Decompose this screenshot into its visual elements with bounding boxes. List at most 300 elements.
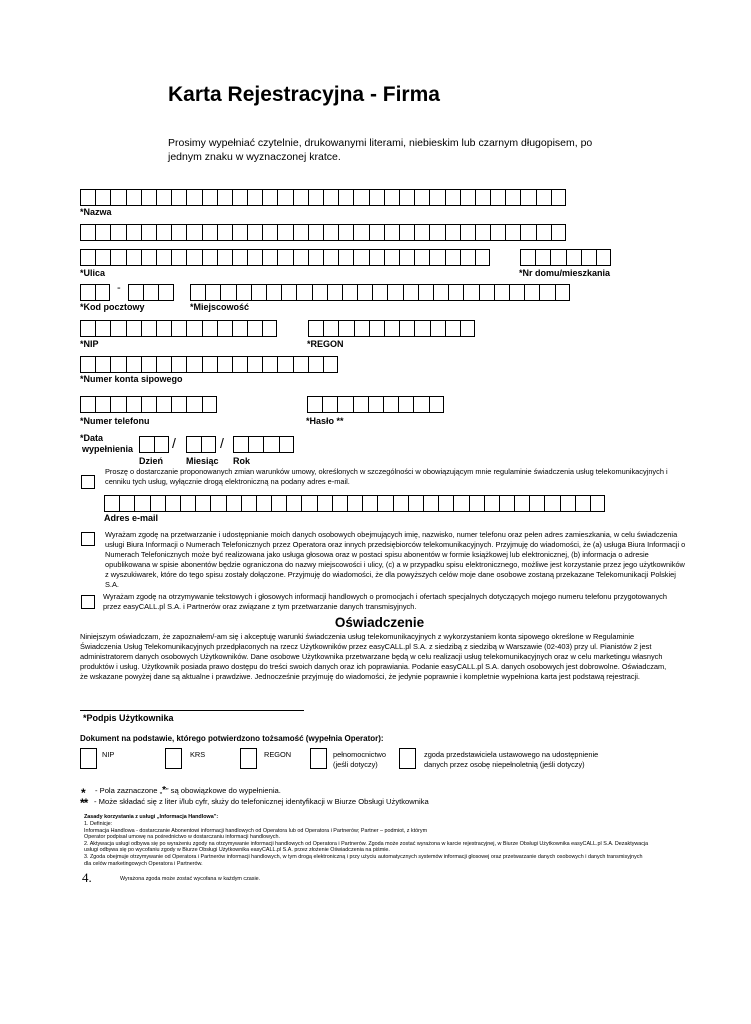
email-label: Adres e-mail xyxy=(104,513,159,523)
char-box[interactable] xyxy=(266,284,281,301)
char-box[interactable] xyxy=(232,249,247,266)
char-box[interactable] xyxy=(581,249,596,266)
char-box[interactable] xyxy=(369,189,384,206)
char-box[interactable] xyxy=(110,356,125,373)
char-box[interactable] xyxy=(241,495,256,512)
char-box[interactable] xyxy=(296,284,311,301)
char-box[interactable] xyxy=(529,495,544,512)
char-box[interactable] xyxy=(307,396,322,413)
char-box[interactable] xyxy=(460,224,475,241)
char-box[interactable] xyxy=(323,356,338,373)
consent-personal-data-text: Wyrażam zgodę na przetwarzanie i udostępnianie moich danych osobowych obejmujących imię, nazwisko, numer telefonu oraz pełen adres zamieszkania, w celu świadczenia usługi Biura Informacji o Numerach Telefonicznych przez Operatora oraz innych przedsiębiorców telekomunikacyjnych. Przyjmuję do wiadomości, że (a) usługa Biura Informacji o Numerach Telefonicznych może być realizowana jako usługa głosowa oraz w postaci spisu abonentów w formie książkowej lub elektronicznej, (b) informacja o adresie opublikowana w spisie abonentów będzie ograniczona do nazwy miejscowości i ulicy, (c) a w przypadku spisu elektronicznego, możliwe jest korzystanie przez jego użytkowników z wyszukiwarek, które do tego spisu zostały dołączone. Przyjmuję do wiadomości, że dla powyższych celów moje dane osobowe zostaną przekazane Telekomunikacji Polskiej S.A. xyxy=(105,530,686,589)
char-box[interactable] xyxy=(110,249,125,266)
char-box[interactable] xyxy=(342,284,357,301)
char-box[interactable] xyxy=(256,495,271,512)
nazwa-boxes-row-2[interactable] xyxy=(80,224,566,241)
char-box[interactable] xyxy=(154,436,169,453)
char-box[interactable] xyxy=(134,495,149,512)
dzien-label: Dzień xyxy=(139,456,164,466)
doc-nip-checkbox[interactable] xyxy=(80,748,97,769)
char-box[interactable] xyxy=(202,396,217,413)
nr-domu-label: *Nr domu/mieszkania xyxy=(519,268,611,278)
consent-email-text: Proszę o dostarczanie proponowanych zmian warunków umowy, określonych w szczególności w obowiązującym mnie regulaminie świadczenia usług telekomunikacyjnych i cenniku tych usług, wyłącznie drogą elektroniczną na podany adres e-mail. xyxy=(105,467,668,486)
char-box[interactable] xyxy=(156,396,171,413)
ulica-boxes[interactable] xyxy=(80,249,490,266)
char-box[interactable] xyxy=(520,224,535,241)
char-box[interactable] xyxy=(494,284,509,301)
char-box[interactable] xyxy=(110,320,125,337)
rules-line: 3. Zgoda obejmuje otrzymywanie od Operatora i Partnerów informacji handlowych, w tym drogą elektroniczną i przy użyciu automatycznych systemów informacji głosowej oraz przetwarzanie danych osobowych i danych transmisyjnych xyxy=(84,853,643,860)
char-box[interactable] xyxy=(141,356,156,373)
char-box[interactable] xyxy=(463,284,478,301)
char-box[interactable] xyxy=(95,320,110,337)
char-box[interactable] xyxy=(418,284,433,301)
char-box[interactable] xyxy=(281,284,296,301)
char-box[interactable] xyxy=(399,224,414,241)
rules-line: dla celów marketingowych Operatora i Partnerów. xyxy=(84,860,203,867)
char-box[interactable] xyxy=(460,249,475,266)
char-box[interactable] xyxy=(226,495,241,512)
char-box[interactable] xyxy=(414,320,429,337)
note-required-text xyxy=(95,786,281,796)
char-box[interactable] xyxy=(262,320,277,337)
rules-line: Operator podpisał umowę na pośrednictwo w dostarczaniu informacji handlowych. xyxy=(84,834,280,841)
char-box[interactable] xyxy=(277,189,292,206)
char-box[interactable] xyxy=(301,495,316,512)
char-box[interactable] xyxy=(143,284,158,301)
char-box[interactable] xyxy=(220,284,235,301)
char-box[interactable] xyxy=(433,284,448,301)
char-box[interactable] xyxy=(308,224,323,241)
char-box[interactable] xyxy=(171,224,186,241)
consent-marketing-text: Wyrażam zgodę na otrzymywanie tekstowych i głosowych informacji handlowych o promocjach i ofertach specjalnych dotyczących mojego numeru telefonu przygotowanych przez easyCALL.pl S.A. i Partnerów oraz związane z tym przetwarzanie danych transmisyjnych. xyxy=(103,592,667,611)
miejscowosc-boxes[interactable] xyxy=(190,284,570,301)
char-box[interactable] xyxy=(590,495,605,512)
char-box[interactable] xyxy=(354,320,369,337)
doc-regon-label: REGON xyxy=(264,750,292,759)
char-box[interactable] xyxy=(337,396,352,413)
char-box[interactable] xyxy=(202,320,217,337)
char-box[interactable] xyxy=(499,495,514,512)
char-box[interactable] xyxy=(126,249,141,266)
char-box[interactable] xyxy=(429,224,444,241)
regon-label: *REGON xyxy=(307,339,344,349)
char-box[interactable] xyxy=(141,320,156,337)
miejscowosc-label: *Miejscowość xyxy=(190,302,250,312)
char-box[interactable] xyxy=(119,495,134,512)
char-box[interactable] xyxy=(445,249,460,266)
char-box[interactable] xyxy=(186,249,201,266)
char-box[interactable] xyxy=(95,356,110,373)
signature-line[interactable] xyxy=(80,710,304,711)
rok-boxes[interactable] xyxy=(233,436,294,453)
char-box[interactable] xyxy=(399,189,414,206)
doc-regon-checkbox[interactable] xyxy=(240,748,257,769)
char-box[interactable] xyxy=(514,495,529,512)
char-box[interactable] xyxy=(202,189,217,206)
char-box[interactable] xyxy=(233,436,248,453)
char-box[interactable] xyxy=(414,249,429,266)
note-password-text: - Może składać się z liter i/lub cyfr, służy do telefonicznej identyfikacji w Biurze Obsługi Użytkownika xyxy=(94,797,429,806)
char-box[interactable] xyxy=(575,495,590,512)
haslo-label: *Hasło ** xyxy=(306,416,344,426)
char-box[interactable] xyxy=(141,396,156,413)
numer-konta-boxes[interactable] xyxy=(80,356,338,373)
char-box[interactable] xyxy=(520,249,535,266)
nazwa-label: *Nazwa xyxy=(80,207,112,217)
char-box[interactable] xyxy=(475,224,490,241)
char-box[interactable] xyxy=(262,356,277,373)
doc-zgoda-label: zgoda przedstawiciela ustawowego na udostępnienie danych przez osobę niepełnoletnią (jeśli dotyczy) xyxy=(424,750,599,769)
char-box[interactable] xyxy=(544,495,559,512)
nr-domu-boxes[interactable] xyxy=(520,249,611,266)
char-box[interactable] xyxy=(357,284,372,301)
char-box[interactable] xyxy=(110,189,125,206)
rules-item4-text: Wyrażona zgoda może zostać wycofana w każdym czasie. xyxy=(120,876,261,882)
char-box[interactable] xyxy=(80,189,95,206)
char-box[interactable] xyxy=(171,320,186,337)
char-box[interactable] xyxy=(551,189,566,206)
char-box[interactable] xyxy=(539,284,554,301)
char-box[interactable] xyxy=(247,249,262,266)
date-slash-2: / xyxy=(220,435,224,451)
char-box[interactable] xyxy=(369,249,384,266)
char-box[interactable] xyxy=(186,396,201,413)
char-box[interactable] xyxy=(165,495,180,512)
char-box[interactable] xyxy=(277,249,292,266)
rules-item4-number: 4. xyxy=(82,870,92,885)
char-box[interactable] xyxy=(460,189,475,206)
char-box[interactable] xyxy=(555,284,570,301)
char-box[interactable] xyxy=(236,284,251,301)
char-box[interactable] xyxy=(126,320,141,337)
char-box[interactable] xyxy=(126,189,141,206)
char-box[interactable] xyxy=(353,249,368,266)
char-box[interactable] xyxy=(308,249,323,266)
char-box[interactable] xyxy=(308,320,323,337)
char-box[interactable] xyxy=(322,396,337,413)
char-box[interactable] xyxy=(338,249,353,266)
date-slash-1: / xyxy=(172,435,176,451)
char-box[interactable] xyxy=(505,224,520,241)
char-box[interactable] xyxy=(369,320,384,337)
char-box[interactable] xyxy=(156,189,171,206)
data-label-2: wypełnienia xyxy=(82,444,134,454)
char-box[interactable] xyxy=(186,356,201,373)
regon-boxes[interactable] xyxy=(308,320,475,337)
char-box[interactable] xyxy=(232,189,247,206)
char-box[interactable] xyxy=(479,284,494,301)
char-box[interactable] xyxy=(80,284,95,301)
rules-heading: Zasady korzystania z usługi „Informacja Handlowa”: xyxy=(84,814,219,820)
char-box[interactable] xyxy=(202,356,217,373)
char-box[interactable] xyxy=(95,396,110,413)
numer-konta-label: *Numer konta sipowego xyxy=(80,374,183,384)
char-box[interactable] xyxy=(286,495,301,512)
char-box[interactable] xyxy=(210,495,225,512)
note-star-symbol: * xyxy=(81,786,86,800)
char-box[interactable] xyxy=(327,284,342,301)
char-box[interactable] xyxy=(377,495,392,512)
char-box[interactable] xyxy=(150,495,165,512)
rules-line: 1. Definicje: xyxy=(84,821,113,827)
char-box[interactable] xyxy=(171,356,186,373)
char-box[interactable] xyxy=(126,356,141,373)
char-box[interactable] xyxy=(263,436,278,453)
char-box[interactable] xyxy=(201,436,216,453)
char-box[interactable] xyxy=(171,396,186,413)
char-box[interactable] xyxy=(180,495,195,512)
char-box[interactable] xyxy=(414,224,429,241)
char-box[interactable] xyxy=(232,356,247,373)
char-box[interactable] xyxy=(110,396,125,413)
char-box[interactable] xyxy=(156,249,171,266)
kod-dash: - xyxy=(117,282,121,294)
char-box[interactable] xyxy=(362,495,377,512)
char-box[interactable] xyxy=(186,224,201,241)
char-box[interactable] xyxy=(247,356,262,373)
char-box[interactable] xyxy=(383,396,398,413)
char-box[interactable] xyxy=(338,189,353,206)
char-box[interactable] xyxy=(445,189,460,206)
char-box[interactable] xyxy=(490,224,505,241)
char-box[interactable] xyxy=(126,224,141,241)
char-box[interactable] xyxy=(277,356,292,373)
char-box[interactable] xyxy=(80,320,95,337)
char-box[interactable] xyxy=(312,284,327,301)
char-box[interactable] xyxy=(141,249,156,266)
char-box[interactable] xyxy=(139,436,154,453)
char-box[interactable] xyxy=(195,495,210,512)
char-box[interactable] xyxy=(251,284,266,301)
char-box[interactable] xyxy=(372,284,387,301)
char-box[interactable] xyxy=(566,249,581,266)
char-box[interactable] xyxy=(453,495,468,512)
char-box[interactable] xyxy=(484,495,499,512)
char-box[interactable] xyxy=(429,249,444,266)
char-box[interactable] xyxy=(308,189,323,206)
char-box[interactable] xyxy=(384,249,399,266)
char-box[interactable] xyxy=(399,249,414,266)
char-box[interactable] xyxy=(141,189,156,206)
numer-telefonu-boxes[interactable] xyxy=(80,396,217,413)
char-box[interactable] xyxy=(232,320,247,337)
char-box[interactable] xyxy=(353,189,368,206)
kod-pocztowy-label: *Kod pocztowy xyxy=(80,302,145,312)
char-box[interactable] xyxy=(186,320,201,337)
char-box[interactable] xyxy=(535,249,550,266)
char-box[interactable] xyxy=(293,224,308,241)
rules-line: Informacja Handlowa - dostarczanie Abonentowi informacji handlowych od Operatora lub od Operatora i Partnerów; Partner – podmiot, z którym xyxy=(84,827,428,834)
char-box[interactable] xyxy=(445,224,460,241)
char-box[interactable] xyxy=(338,224,353,241)
consent-personal-data-checkbox[interactable] xyxy=(81,532,95,546)
char-box[interactable] xyxy=(80,396,95,413)
signature-label: *Podpis Użytkownika xyxy=(83,713,174,723)
char-box[interactable] xyxy=(332,495,347,512)
char-box[interactable] xyxy=(423,495,438,512)
char-box[interactable] xyxy=(262,224,277,241)
char-box[interactable] xyxy=(293,189,308,206)
char-box[interactable] xyxy=(524,284,539,301)
doc-pelnomocnictwo-checkbox[interactable] xyxy=(310,748,327,769)
doc-nip-label: NIP xyxy=(102,750,115,759)
char-box[interactable] xyxy=(384,320,399,337)
char-box[interactable] xyxy=(398,396,413,413)
char-box[interactable] xyxy=(95,284,110,301)
char-box[interactable] xyxy=(80,249,95,266)
rules-line: usługi odbywa się po wycofaniu zgody w Biurze Obsługi Użytkownika easyCALL.pl S.A. przez złożenie Oświadczenia na piśmie. xyxy=(84,847,390,854)
char-box[interactable] xyxy=(141,224,156,241)
char-box[interactable] xyxy=(186,189,201,206)
char-box[interactable] xyxy=(469,495,484,512)
char-box[interactable] xyxy=(217,320,232,337)
char-box[interactable] xyxy=(408,495,423,512)
intro-text: Prosimy wypełniać czytelnie, drukowanymi literami, niebieskim lub czarnym długopisem, po jednym znaku w wyznaczonej kratce. xyxy=(168,137,593,163)
numer-telefonu-label: *Numer telefonu xyxy=(80,416,150,426)
nip-label: *NIP xyxy=(80,339,99,349)
haslo-boxes[interactable] xyxy=(307,396,444,413)
oswiadczenie-text: Niniejszym oświadczam, że zapoznałem/-am się i akceptuję warunki świadczenia usług telekomunikacyjnych z wykorzystaniem konta sipowego określone w Regulaminie Świadczenia Usług Telekomunikacyjnych przedpłaconych na rzecz Użytkowników przez easyCALL.pl S.A. z siedzibą z siedzibą w Warszawie (02-403) przy ul. Pianistów 2 jest administratorem danych osobowych Użytkowników. Dane osobowe Użytkownika przetwarzane będą w celu realizacji usług telekomunikacyjnych oraz w celu marketingu własnych produktów i usług. Użytkownik posiada prawo dostępu do treści swoich danych oraz ich poprawiania. Podanie easyCALL.pl S.A. danych osobowych jest dobrowolne. Oświadczam, że wskazane powyżej dane są aktualne i prawdziwe. Jednocześnie przyjmuję do wiadomości, że jedynie poprawnie i kompletnie wypełniona karta jest podstawą rejestracji. xyxy=(80,632,667,681)
char-box[interactable] xyxy=(448,284,463,301)
char-box[interactable] xyxy=(95,224,110,241)
char-box[interactable] xyxy=(248,436,263,453)
char-box[interactable] xyxy=(95,249,110,266)
char-box[interactable] xyxy=(128,284,143,301)
char-box[interactable] xyxy=(205,284,220,301)
email-boxes[interactable] xyxy=(104,495,605,512)
char-box[interactable] xyxy=(95,189,110,206)
char-box[interactable] xyxy=(323,249,338,266)
char-box[interactable] xyxy=(158,284,173,301)
char-box[interactable] xyxy=(279,436,294,453)
char-box[interactable] xyxy=(110,224,125,241)
char-box[interactable] xyxy=(414,189,429,206)
char-box[interactable] xyxy=(232,224,247,241)
char-box[interactable] xyxy=(217,249,232,266)
nip-boxes[interactable] xyxy=(80,320,277,337)
char-box[interactable] xyxy=(323,224,338,241)
char-box[interactable] xyxy=(387,284,402,301)
char-box[interactable] xyxy=(262,249,277,266)
char-box[interactable] xyxy=(202,224,217,241)
char-box[interactable] xyxy=(217,189,232,206)
doc-krs-label: KRS xyxy=(190,750,206,759)
char-box[interactable] xyxy=(247,320,262,337)
rules-line: 2. Aktywacja usługi odbywa się po wyrażeniu zgody na otrzymywanie informacji handlowych od Operatora i Partnerów. Zgoda może zostać wyrażona w karcie rejestracyjnej, w Biurze Obsługi Użytkownika easyCALL.pl S.A. Dezaktywacja xyxy=(84,840,649,847)
char-box[interactable] xyxy=(338,320,353,337)
char-box[interactable] xyxy=(217,224,232,241)
char-box[interactable] xyxy=(104,495,119,512)
char-box[interactable] xyxy=(551,224,566,241)
char-box[interactable] xyxy=(80,224,95,241)
dzien-boxes[interactable] xyxy=(139,436,169,453)
char-box[interactable] xyxy=(490,189,505,206)
char-box[interactable] xyxy=(429,396,444,413)
char-box[interactable] xyxy=(171,249,186,266)
kod-pocztowy-boxes-b[interactable] xyxy=(128,284,174,301)
char-box[interactable] xyxy=(308,356,323,373)
consent-email-checkbox[interactable] xyxy=(81,475,95,489)
char-box[interactable] xyxy=(438,495,453,512)
page-title: Karta Rejestracyjna - Firma xyxy=(168,83,440,106)
consent-marketing-checkbox[interactable] xyxy=(81,595,95,609)
char-box[interactable] xyxy=(317,495,332,512)
ulica-label: *Ulica xyxy=(80,268,106,278)
char-box[interactable] xyxy=(536,189,551,206)
char-box[interactable] xyxy=(403,284,418,301)
char-box[interactable] xyxy=(368,396,383,413)
char-box[interactable] xyxy=(247,189,262,206)
char-box[interactable] xyxy=(475,189,490,206)
char-box[interactable] xyxy=(156,320,171,337)
char-box[interactable] xyxy=(475,249,490,266)
data-label: *Data xyxy=(80,433,104,443)
char-box[interactable] xyxy=(293,356,308,373)
nazwa-boxes-row-1[interactable] xyxy=(80,189,566,206)
char-box[interactable] xyxy=(509,284,524,301)
char-box[interactable] xyxy=(126,396,141,413)
char-box[interactable] xyxy=(353,224,368,241)
char-box[interactable] xyxy=(384,224,399,241)
char-box[interactable] xyxy=(550,249,565,266)
note-required-star: * xyxy=(162,785,167,796)
char-box[interactable] xyxy=(369,224,384,241)
char-box[interactable] xyxy=(202,249,217,266)
miesiac-label: Miesiąc xyxy=(186,456,219,466)
char-box[interactable] xyxy=(520,189,535,206)
char-box[interactable] xyxy=(429,189,444,206)
oswiadczenie-heading: Oświadczenie xyxy=(334,615,425,630)
char-box[interactable] xyxy=(445,320,460,337)
char-box[interactable] xyxy=(262,189,277,206)
char-box[interactable] xyxy=(277,224,292,241)
char-box[interactable] xyxy=(347,495,362,512)
char-box[interactable] xyxy=(460,320,475,337)
char-box[interactable] xyxy=(80,356,95,373)
char-box[interactable] xyxy=(393,495,408,512)
char-box[interactable] xyxy=(536,224,551,241)
doc-krs-checkbox[interactable] xyxy=(165,748,182,769)
char-box[interactable] xyxy=(505,189,520,206)
note-double-star-symbol: ** xyxy=(80,796,88,810)
char-box[interactable] xyxy=(430,320,445,337)
char-box[interactable] xyxy=(293,249,308,266)
char-box[interactable] xyxy=(560,495,575,512)
char-box[interactable] xyxy=(399,320,414,337)
char-box[interactable] xyxy=(156,356,171,373)
char-box[interactable] xyxy=(247,224,262,241)
char-box[interactable] xyxy=(186,436,201,453)
kod-pocztowy-boxes-a[interactable] xyxy=(80,284,110,301)
char-box[interactable] xyxy=(217,356,232,373)
char-box[interactable] xyxy=(353,396,368,413)
miesiac-boxes[interactable] xyxy=(186,436,216,453)
char-box[interactable] xyxy=(323,320,338,337)
doc-zgoda-checkbox[interactable] xyxy=(399,748,416,769)
rok-label: Rok xyxy=(233,456,251,466)
document-heading: Dokument na podstawie, którego potwierdzono tożsamość (wypełnia Operator): xyxy=(80,734,384,743)
char-box[interactable] xyxy=(596,249,611,266)
char-box[interactable] xyxy=(190,284,205,301)
char-box[interactable] xyxy=(413,396,428,413)
char-box[interactable] xyxy=(384,189,399,206)
char-box[interactable] xyxy=(271,495,286,512)
char-box[interactable] xyxy=(156,224,171,241)
char-box[interactable] xyxy=(171,189,186,206)
note-required-text-a: - Pola zaznaczone „ xyxy=(95,786,163,795)
char-box[interactable] xyxy=(323,189,338,206)
